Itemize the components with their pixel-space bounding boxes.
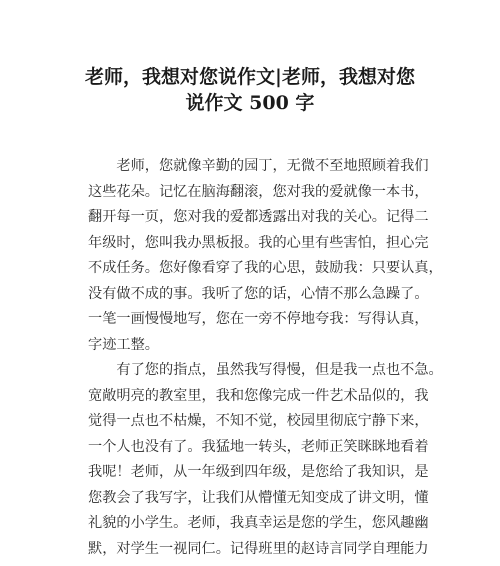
body-line: 老师，您就像辛勤的园丁，无微不至地照顾着我们	[88, 158, 429, 174]
body-line: 没有做不成的事。我听了您的话，心情不那么急躁了。	[88, 285, 429, 302]
body-line: 一笔一画慢慢地写，您在一旁不停地夸我：写得认真，	[88, 311, 429, 327]
body-line: 字迹工整。	[88, 336, 159, 353]
title-line-1: 老师，我想对您说作文|老师，我想对您	[85, 66, 415, 88]
body-line: 宽敞明亮的教室里，我和您像完成一件艺术品似的，我	[88, 387, 429, 404]
article-title	[60, 64, 440, 116]
body-line: 翻开每一页，您对我的爱都透露出对我的关心。记得二	[88, 209, 429, 225]
body-line: 我呢！老师，从一年级到四年级，是您给了我知识，是	[88, 464, 429, 480]
body-line: 默，对学生一视同仁。记得班里的赵诗言同学自理能力	[88, 540, 429, 557]
body-line: 您教会了我写字，让我们从懵懂无知变成了讲文明，懂	[88, 489, 429, 506]
body-line: 有了您的指点，虽然我写得慢，但是我一点也不急。	[88, 362, 443, 378]
title-line-2: 说作文 500 字	[185, 92, 315, 114]
body-line: 不成任务。您好像看穿了我的心思，鼓励我：只要认真，	[88, 260, 443, 276]
body-line: 年级时，您叫我办黑板报。我的心里有些害怕，担心完	[88, 234, 429, 251]
body-line: 觉得一点也不枯燥，不知不觉，校园里彻底宁静下来，	[88, 413, 429, 429]
article-body	[88, 154, 443, 562]
body-line: 这些花朵。记忆在脑海翻滚，您对我的爱就像一本书，	[88, 183, 429, 200]
body-line: 礼貌的小学生。老师，我真幸运是您的学生，您风趣幽	[88, 515, 429, 531]
body-line: 一个人也没有了。我猛地一转头，老师正笑眯眯地看着	[88, 438, 429, 455]
